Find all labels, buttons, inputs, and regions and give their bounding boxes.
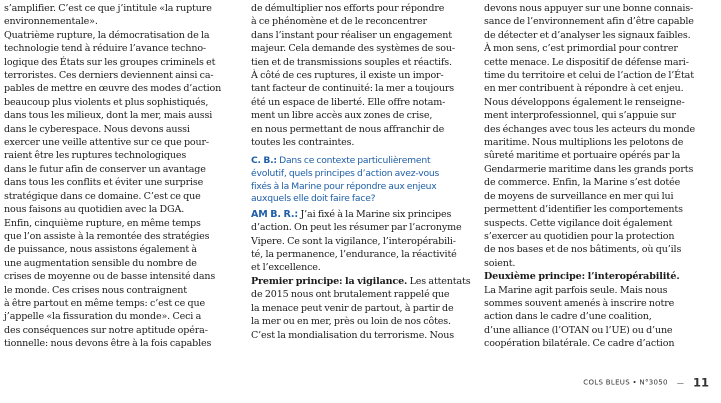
- text-line: s’exercer au quotidien pour la protection: [484, 230, 675, 242]
- text-line: Vipere. Ce sont la vigilance, l’interopérabili-: [251, 235, 456, 247]
- text-line: Enfin, cinquième rupture, en même temps: [4, 217, 201, 229]
- text-line: tien et de transmissions souples et réactifs.: [251, 56, 452, 68]
- article-column-1: [4, 2, 236, 351]
- text-line: tionnelle: nous devons être à la fois capables: [4, 338, 212, 350]
- text-line: dans tous les conflits et éviter une surprise: [4, 177, 204, 189]
- text-line: dans tous les milieux, dont la mer, mais aussi: [4, 110, 213, 122]
- text-line: environnementale».: [4, 16, 98, 28]
- text-line: et l’excellence.: [251, 262, 321, 274]
- text-line: en nous permettant de nous affranchir de: [251, 123, 445, 135]
- answer-text: J’ai fixé à la Marine six principes: [298, 208, 452, 220]
- text-line: action dans le cadre d’une coalition,: [484, 311, 652, 323]
- text-line: time du territoire et celui de l’action de l’État: [484, 70, 694, 82]
- interview-question: [251, 155, 476, 205]
- text-line: toutes les contraintes.: [251, 137, 355, 149]
- text-line: Nous développons également le renseigne-: [484, 96, 685, 108]
- text-line: en mer contribuent à répondre à cet enjeu.: [484, 83, 684, 95]
- text-line: devons nous appuyer sur une bonne connais-: [484, 3, 694, 14]
- text-line: suspects. Cette vigilance doit également: [484, 217, 673, 229]
- text-line: sûreté maritime et portuaire opérés par la: [484, 150, 681, 162]
- interviewee-name: AM B. R.:: [251, 208, 299, 220]
- text-line: la mer ou en mer, près ou loin de nos côtes.: [251, 316, 451, 328]
- text-line: soient.: [484, 257, 516, 269]
- text-line: de moyens de surveillance en mer qui lui: [484, 190, 674, 202]
- text-line: technologie tend à réduire l’avance techno-: [4, 43, 207, 55]
- magazine-issue-label: COLS BLEUS • N°3050: [583, 378, 668, 387]
- text-line: maritime. Nous multiplions les pelotons de: [484, 137, 684, 149]
- text-line: logique des États sur les groupes criminels et: [4, 56, 216, 68]
- question-line: auxquels elle doit faire face?: [251, 193, 376, 205]
- text-line: majeur. Cela demande des systèmes de sou-: [251, 43, 455, 55]
- text-line: exercer une veille attentive sur ce que pour-: [4, 137, 210, 149]
- text-line: terroristes. Ces derniers deviennent ainsi ca-: [4, 70, 214, 82]
- text-line: Quatrième rupture, la démocratisation de la: [4, 29, 210, 41]
- text-line: [251, 208, 476, 221]
- text-line: dans le futur afin de conserver un avantage: [4, 163, 206, 175]
- text-line: cette menace. Le dispositif de défense mari-: [484, 56, 689, 68]
- text-line: permettent d’identifier les comportements: [484, 204, 683, 216]
- answer-text: Les attentats: [407, 275, 471, 287]
- text-line: sance de l’environnement afin d’être capable: [484, 16, 694, 28]
- text-line: des échanges avec tous les acteurs du monde: [484, 123, 696, 135]
- text-line: de puissance, nous assistons également à: [4, 244, 197, 256]
- text-line: À côté de ces ruptures, il existe un impor-: [251, 70, 444, 82]
- text-line: [251, 275, 476, 288]
- text-line: d’action. On peut les résumer par l’acronyme: [251, 222, 462, 234]
- text-line: une augmentation sensible du nombre de: [4, 257, 197, 269]
- question-text: Dans ce contexte particulièrement: [276, 155, 431, 167]
- text-line: ment un libre accès aux zones de crise,: [251, 110, 433, 122]
- text-line: crises de moyenne ou de basse intensité dans: [4, 271, 216, 283]
- text-line: té, la permanence, l’endurance, la réactivité: [251, 249, 457, 261]
- text-line: de commerce. Enfin, la Marine s’est dotée: [484, 177, 681, 189]
- text-line: s’amplifier. C’est ce que j’intitule «la rupture: [4, 3, 212, 14]
- text-line: de détecter et d’analyser les signaux faibles.: [484, 29, 691, 41]
- text-line: Gendarmerie maritime dans les grands ports: [484, 163, 694, 175]
- principle-heading: Deuxième principe: l’interopérabilité.: [484, 271, 680, 283]
- page-number: 11: [692, 375, 709, 390]
- text-line: que l’on assiste à la remontée des stratégies: [4, 230, 210, 242]
- text-line: d’une alliance (l’OTAN ou l’UE) ou d’une: [484, 324, 673, 336]
- text-line: été un espace de liberté. Elle offre notam-: [251, 96, 446, 108]
- text-line: dans l’instant pour réaliser un engagement: [251, 29, 452, 41]
- text-line: des conséquences sur notre aptitude opéra-: [4, 324, 208, 336]
- text-line: À mon sens, c’est primordial pour contrer: [484, 43, 678, 55]
- text-line: stratégique dans ce domaine. C’est ce que: [4, 190, 201, 202]
- text-line: C’est la mondialisation du terrorisme. Nous: [251, 329, 455, 341]
- interview-answer: [251, 208, 476, 342]
- text-line: à être partout en même temps: c’est ce que: [4, 297, 205, 309]
- text-line: sommes souvent amenés à inscrire notre: [484, 297, 675, 309]
- text-line: le monde. Ces crises nous contraignent: [4, 284, 187, 296]
- text-line: ment interprofessionnel, qui s’appuie sur: [484, 110, 676, 122]
- page-footer: [583, 372, 709, 391]
- text-line: dans le cyberespace. Nous devons aussi: [4, 123, 190, 135]
- text-line: de démultiplier nos efforts pour répondre: [251, 3, 445, 14]
- text-line: nous faisons au quotidien avec la DGA.: [4, 204, 185, 216]
- text-line: tant facteur de continuité: la mer a toujours: [251, 83, 454, 95]
- text-line: à ce phénomène et de le reconcentrer: [251, 16, 427, 28]
- text-line: de nos bases et de nos bâtiments, où qu’ils: [484, 244, 682, 256]
- footer-separator: —: [676, 378, 684, 387]
- question-line: évolutif, quels principes d’action avez-vous: [251, 168, 440, 180]
- text-line: La Marine agit parfois seule. Mais nous: [484, 284, 668, 296]
- text-line: coopération bilatérale. Ce cadre d’action: [484, 338, 675, 350]
- article-column-3: [484, 2, 716, 351]
- text-line: j’appelle «la fissuration du monde». Ceci a: [4, 311, 202, 323]
- principle-heading: Premier principe: la vigilance.: [251, 275, 408, 287]
- text-line: raient être les ruptures technologiques: [4, 150, 187, 162]
- article-column-2: [251, 2, 476, 342]
- question-line: fixés à la Marine pour répondre aux enjeux: [251, 180, 437, 192]
- question-line: [251, 155, 476, 168]
- text-line: la menace peut venir de partout, à partir de: [251, 302, 454, 314]
- text-line: de 2015 nous ont brutalement rappelé que: [251, 289, 450, 301]
- interviewer-initials: C. B.:: [251, 155, 277, 167]
- text-line: beaucoup plus violents et plus sophistiqués,: [4, 96, 209, 108]
- text-line: pables de mettre en œuvre des modes d’action: [4, 83, 222, 95]
